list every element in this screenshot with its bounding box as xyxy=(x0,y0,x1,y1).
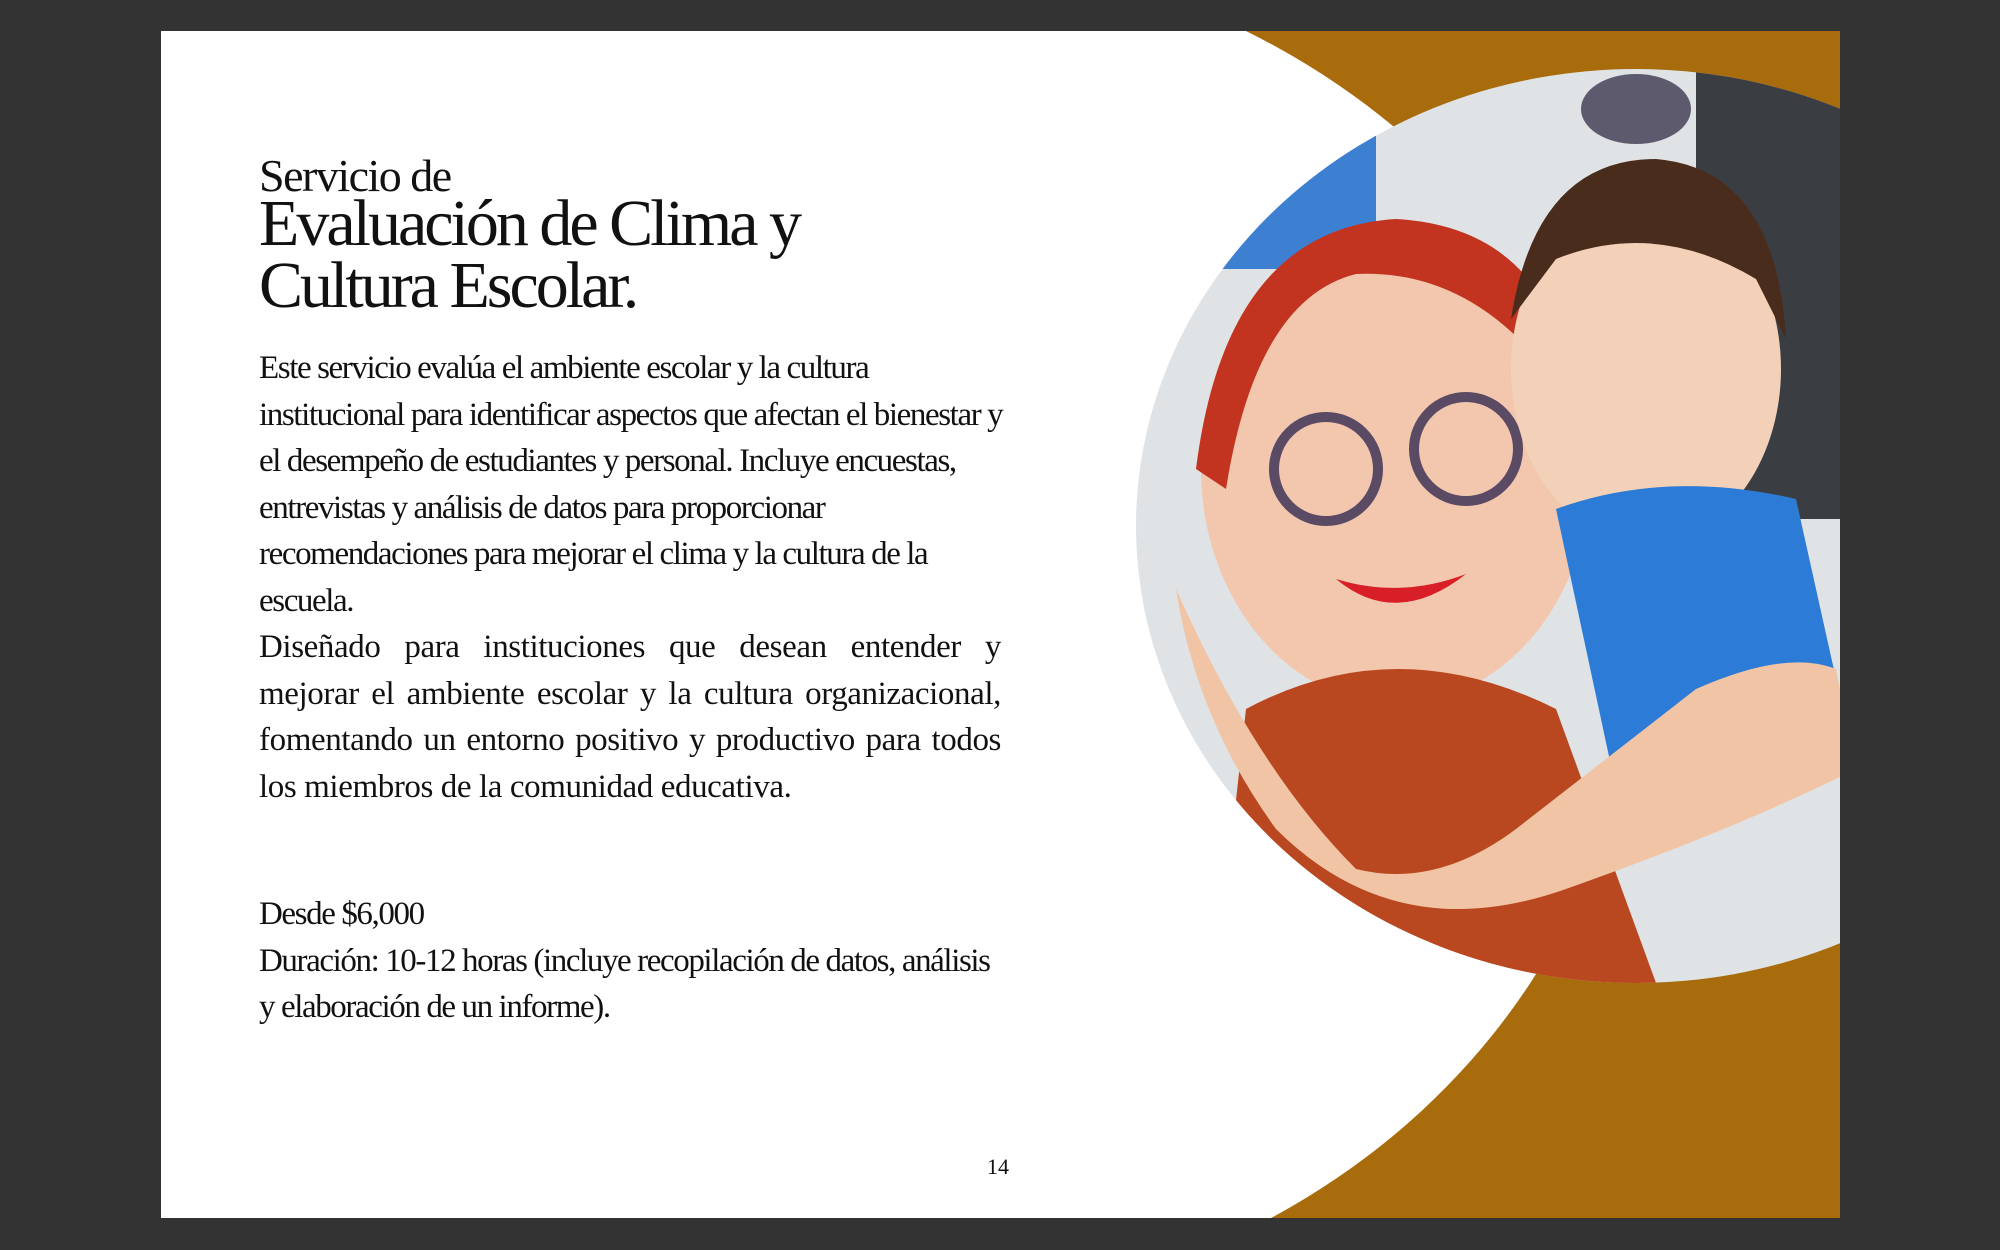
pricing-info xyxy=(259,891,1009,1031)
description xyxy=(259,345,1009,810)
page-title: Evaluación de Clima y Cultura Escolar. xyxy=(259,187,799,322)
page-number: 14 xyxy=(987,1154,1009,1179)
duration-text: Duración: 10-12 horas (incluye recopilación de datos, análisis y elaboración de un informe). xyxy=(259,942,990,1025)
document-page xyxy=(161,31,1840,1218)
price-text: Desde $6,000 xyxy=(259,896,424,932)
description-paragraph-2: Diseñado para instituciones que desean entender y mejorar el ambiente escolar y la cultura organizacional, fomentando un entorno positivo y productivo para todos los miembros de la comunidad educativa. xyxy=(259,629,1001,805)
description-paragraph-1: Este servicio evalúa el ambiente escolar y la cultura institucional para identificar aspectos que afectan el bienestar y el desempeño de estudiantes y personal. Incluye encuestas, entrevistas y análisis de datos para proporcionar recomendaciones para mejorar el clima y la cultura de la escuela. xyxy=(259,350,1003,619)
subtitle: Servicio de xyxy=(259,150,451,201)
